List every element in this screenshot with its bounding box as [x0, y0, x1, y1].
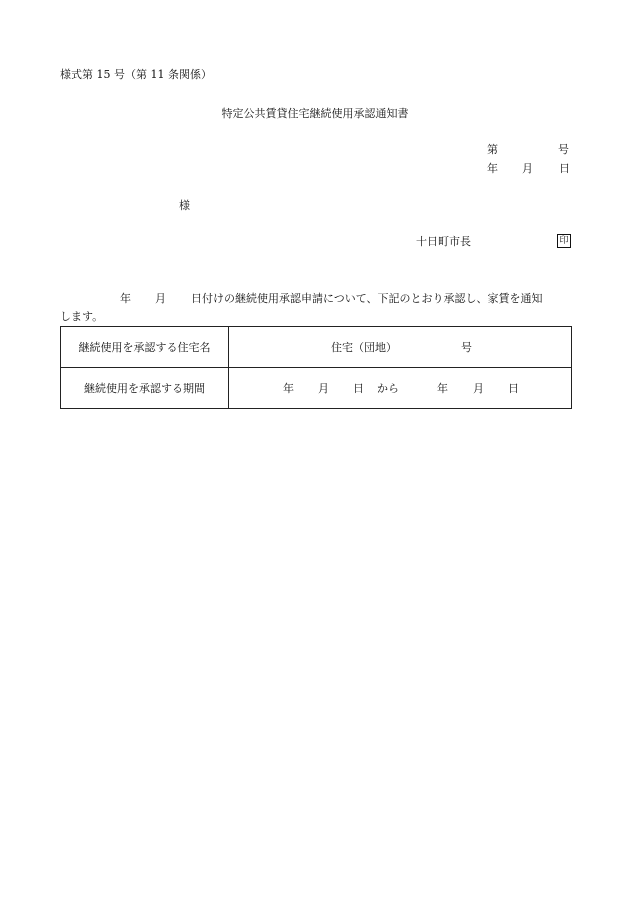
period-value	[229, 368, 572, 409]
period-from-month: 月	[318, 382, 329, 395]
period-from-year: 年	[283, 382, 294, 395]
housing-number-suffix: 号	[461, 341, 472, 354]
issue-date-year: 年	[487, 162, 498, 175]
housing-complex-text: 住宅（団地）	[331, 341, 397, 354]
table-row	[61, 368, 572, 409]
addressee-honorific: 様	[179, 199, 190, 212]
period-to-year: 年	[437, 382, 448, 395]
issue-date-day: 日	[559, 162, 570, 175]
period-to-day: 日	[508, 382, 519, 395]
housing-name-value	[229, 327, 572, 368]
table-row	[61, 327, 572, 368]
body-text-line2: します。	[60, 310, 104, 323]
document-title: 特定公共賃貸住宅継続使用承認通知書	[221, 107, 409, 120]
reference-number-suffix: 号	[558, 143, 569, 156]
period-to-month: 月	[473, 382, 484, 395]
body-date-month: 月	[155, 292, 166, 305]
reference-number-prefix: 第	[487, 143, 498, 156]
body-text-line1: 日付けの継続使用承認申請について、下記のとおり承認し、家賃を通知	[191, 292, 543, 305]
seal-mark: 印	[557, 234, 571, 248]
issue-date-month: 月	[522, 162, 533, 175]
form-number: 様式第 15 号（第 11 条関係）	[60, 68, 212, 81]
body-date-year: 年	[120, 292, 131, 305]
issuer-title: 十日町市長	[416, 235, 471, 248]
period-from-word: から	[377, 382, 399, 395]
period-from-day: 日	[353, 382, 364, 395]
housing-name-label: 継続使用を承認する住宅名	[61, 327, 229, 368]
approval-info-table	[60, 326, 572, 409]
period-label: 継続使用を承認する期間	[61, 368, 229, 409]
